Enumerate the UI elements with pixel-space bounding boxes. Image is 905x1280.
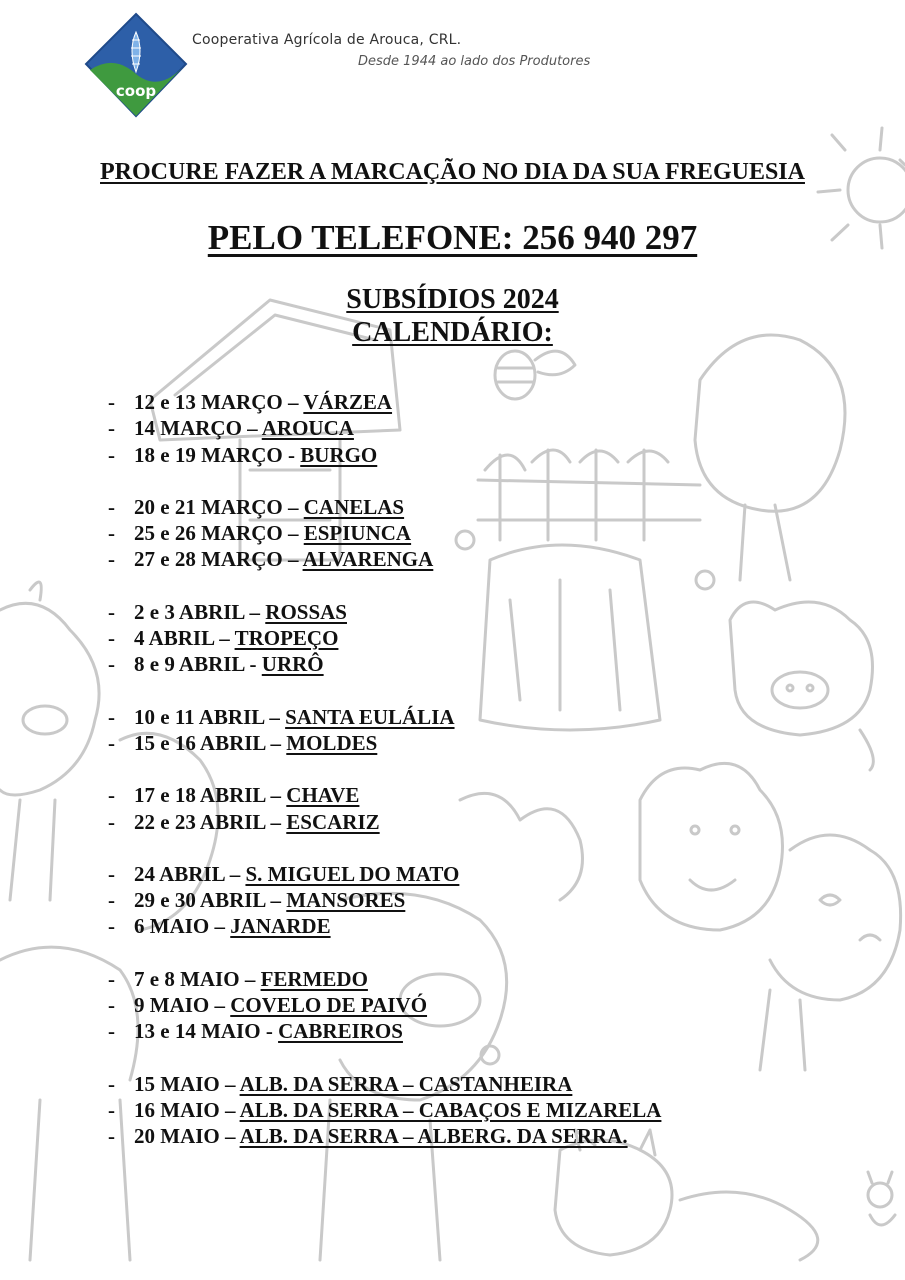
entry-parish: CHAVE (286, 783, 360, 808)
entry-date: 22 e 23 ABRIL (134, 809, 266, 834)
schedule-entry (108, 546, 661, 572)
entry-parish: MOLDES (286, 730, 378, 755)
schedule-entry (108, 966, 661, 992)
schedule-entry (108, 861, 661, 887)
entry-date: 7 e 8 MAIO (134, 966, 240, 991)
entry-separator: - (282, 442, 301, 467)
schedule-group (108, 599, 661, 678)
bullet-dash: - (108, 442, 115, 467)
entry-separator: - (260, 1019, 279, 1044)
entry-parish: ALB. DA SERRA – CABAÇOS E MIZARELA (239, 1097, 662, 1122)
schedule-group (108, 704, 661, 757)
entry-date: 24 ABRIL (134, 861, 225, 886)
schedule-group (108, 494, 661, 573)
bullet-dash: - (108, 783, 115, 808)
schedule-group (108, 966, 661, 1045)
entry-parish: BURGO (300, 442, 378, 467)
calendar-title-line1: SUBSÍDIOS 2024 (346, 284, 559, 315)
entry-separator: – (219, 1124, 240, 1149)
entry-separator: – (265, 888, 287, 913)
entry-parish: CANELAS (303, 494, 405, 519)
bullet-dash: - (108, 494, 115, 519)
bullet-dash: - (108, 914, 115, 939)
entry-separator: – (282, 390, 304, 414)
bullet-dash: - (108, 521, 115, 546)
schedule-entry (108, 494, 661, 520)
schedule-entry (108, 782, 661, 808)
entry-parish: TROPEÇO (234, 626, 339, 651)
entry-date: 10 e 11 ABRIL (134, 704, 265, 729)
schedule-group (108, 1071, 661, 1150)
entry-date: 4 ABRIL (134, 626, 214, 651)
entry-separator: – (265, 783, 287, 808)
entry-date: 12 e 13 MARÇO (134, 390, 283, 414)
entry-date: 27 e 28 MARÇO (134, 547, 283, 572)
schedule-entry (108, 1123, 661, 1149)
bullet-dash: - (108, 626, 115, 651)
entry-parish: ESCARIZ (286, 809, 380, 834)
schedule-entry (108, 730, 661, 756)
schedule-entry (108, 887, 661, 913)
bullet-dash: - (108, 652, 115, 677)
schedule-entry (108, 442, 661, 468)
entry-separator: – (209, 993, 231, 1018)
entry-separator: – (219, 1071, 240, 1096)
schedule-entry (108, 599, 661, 625)
entry-separator: – (219, 1097, 240, 1122)
bullet-dash: - (108, 599, 115, 624)
schedule-entry (108, 704, 661, 730)
calendar-title-line2: CALENDÁRIO: (352, 317, 553, 348)
bullet-dash: - (108, 704, 115, 729)
entry-separator: – (224, 861, 246, 886)
entry-parish: ESPIUNCA (303, 521, 412, 546)
entry-parish: COVELO DE PAIVÓ (230, 993, 428, 1018)
entry-separator: – (264, 704, 286, 729)
bullet-dash: - (108, 993, 115, 1018)
entry-separator: – (244, 599, 266, 624)
entry-parish: URRÔ (261, 652, 324, 677)
entry-parish: S. MIGUEL DO MATO (245, 861, 460, 886)
logo-text: coop (115, 82, 157, 100)
bullet-dash: - (108, 809, 115, 834)
schedule-entry (108, 1071, 661, 1097)
schedule-entry (108, 913, 661, 939)
schedule-group (108, 389, 661, 468)
bullet-dash: - (108, 547, 115, 572)
entry-parish: CABREIROS (278, 1019, 403, 1044)
schedule-entry (108, 809, 661, 835)
entry-date: 13 e 14 MAIO (134, 1019, 261, 1044)
entry-separator: - (244, 652, 262, 677)
company-tagline: Desde 1944 ao lado dos Produtores (358, 54, 591, 69)
entry-date: 2 e 3 ABRIL (134, 599, 245, 624)
phone-line: PELO TELEFONE: 256 940 297 (207, 218, 698, 257)
bullet-dash: - (108, 416, 115, 441)
schedule-entry (108, 1097, 661, 1123)
company-name: Cooperativa Agrícola de Arouca, CRL. (192, 32, 462, 48)
entry-date: 14 MARÇO (134, 416, 242, 441)
entry-date: 20 MAIO (134, 1124, 220, 1149)
entry-separator: – (239, 966, 261, 991)
entry-parish: FERMEDO (260, 966, 368, 991)
entry-separator: – (241, 416, 262, 441)
entry-separator: – (282, 547, 303, 572)
schedule-entry (108, 520, 661, 546)
bullet-dash: - (108, 1124, 115, 1149)
booking-notice: PROCURE FAZER A MARCAÇÃO NO DIA DA SUA FREGUESIA (100, 159, 805, 185)
schedule-entry (108, 625, 661, 651)
entry-separator: – (282, 521, 304, 546)
schedule-entry (108, 389, 661, 415)
bullet-dash: - (108, 1019, 115, 1044)
entry-date: 18 e 19 MARÇO (134, 442, 283, 467)
bullet-dash: - (108, 1071, 115, 1096)
entry-separator: – (265, 730, 287, 755)
entry-date: 29 e 30 ABRIL (134, 888, 266, 913)
entry-date: 15 MAIO (134, 1071, 220, 1096)
schedule-entry (108, 651, 661, 677)
bullet-dash: - (108, 888, 115, 913)
bullet-dash: - (108, 390, 115, 414)
entry-parish: JANARDE (230, 914, 331, 939)
schedule-group (108, 782, 661, 835)
bullet-dash: - (108, 1097, 115, 1122)
entry-parish: ALB. DA SERRA – ALBERG. DA SERRA. (239, 1124, 628, 1149)
entry-parish: ALB. DA SERRA – CASTANHEIRA (239, 1071, 573, 1096)
schedule-entry (108, 1018, 661, 1044)
entry-date: 20 e 21 MARÇO (134, 494, 283, 519)
schedule-list (108, 389, 661, 1176)
entry-date: 6 MAIO (134, 914, 210, 939)
bullet-dash: - (108, 861, 115, 886)
entry-date: 16 MAIO (134, 1097, 220, 1122)
bullet-dash: - (108, 730, 115, 755)
entry-date: 8 e 9 ABRIL (134, 652, 245, 677)
entry-parish: AROUCA (261, 416, 354, 441)
entry-date: 25 e 26 MARÇO (134, 521, 283, 546)
entry-parish: MANSORES (286, 888, 406, 913)
calendar-title (0, 283, 905, 349)
entry-parish: SANTA EULÁLIA (285, 704, 455, 729)
entry-separator: – (209, 914, 231, 939)
bullet-dash: - (108, 966, 115, 991)
entry-separator: – (265, 809, 287, 834)
entry-date: 15 e 16 ABRIL (134, 730, 266, 755)
entry-date: 17 e 18 ABRIL (134, 783, 266, 808)
coop-logo (84, 12, 188, 118)
schedule-entry (108, 992, 661, 1018)
entry-separator: – (213, 626, 235, 651)
schedule-group (108, 861, 661, 940)
entry-separator: – (282, 494, 304, 519)
entry-parish: ALVARENGA (302, 547, 434, 572)
entry-date: 9 MAIO (134, 993, 210, 1018)
schedule-entry (108, 415, 661, 441)
entry-parish: ROSSAS (265, 599, 347, 624)
entry-parish: VÁRZEA (303, 390, 393, 414)
